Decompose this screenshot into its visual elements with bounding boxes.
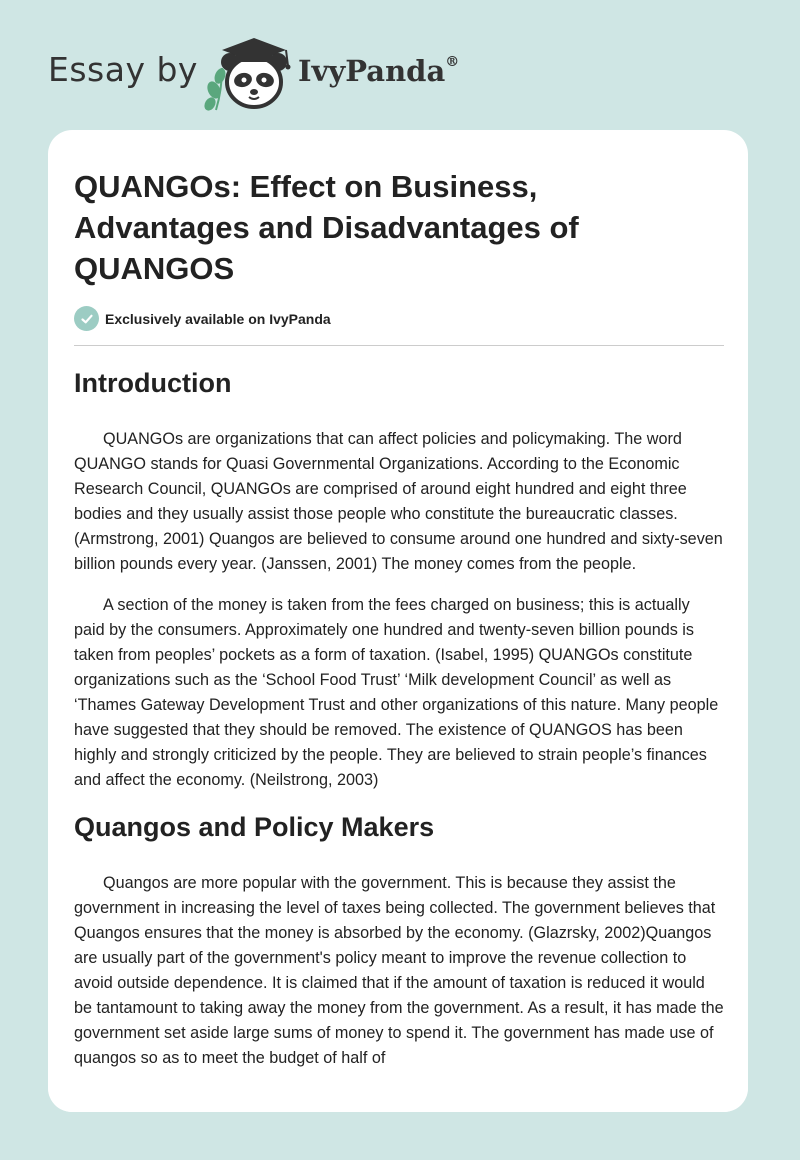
- divider: [74, 345, 724, 346]
- section-heading-policy-makers: Quangos and Policy Makers: [74, 812, 435, 842]
- essay-by-label: Essay by: [48, 50, 198, 89]
- registered-mark: ®: [445, 54, 460, 71]
- article-card: [48, 130, 748, 1112]
- exclusive-badge: [74, 306, 331, 331]
- site-header: [48, 32, 508, 112]
- section-heading-introduction: Introduction: [74, 368, 232, 398]
- badge-label: Exclusively available on IvyPanda: [105, 310, 331, 327]
- paragraph: QUANGOs are organizations that can affect policies and policymaking. The word QUANGO stands for Quasi Governmental Organizations. According to the Economic Research Council, QUANGOs are comprised of around eight hundred and eight three bodies and they usually assist those people who constitute the bureaucratic classes. (Armstrong, 2001) Quangos are believed to consume around one hundred and sixty-seven billion pounds every year. (Janssen, 2001) The money comes from the people.: [74, 430, 723, 573]
- content-fade: [48, 1072, 748, 1112]
- page-title: QUANGOs: Effect on Business, Advantages and Disadvantages of QUANGOS: [74, 169, 579, 286]
- paragraph: Quangos are more popular with the government. This is because they assist the government in increasing the level of taxes being collected. The government believes that Quangos ensures that the money is absorbed by the economy. (Glazrsky, 2002)Quangos are usually part of the government's policy meant to improve the revenue collection to avoid outside dependence. It is claimed that if the amount of taxation is reduced it would be tantamount to taking away the money from the government. As a result, it has made the government set aside large sums of money to spend it. The government has made use of quangos so as to meet the budget of half of: [74, 874, 724, 1067]
- brand-name: IvyPanda: [298, 54, 446, 88]
- brand-logo[interactable]: [298, 54, 459, 88]
- check-icon: [74, 306, 99, 331]
- panda-graduate-icon[interactable]: [200, 32, 298, 112]
- paragraph: A section of the money is taken from the fees charged on business; this is actually paid by the consumers. Approximately one hundred and twenty-seven billion pounds is taken from peoples’ pockets as a form of taxation. (Isabel, 1995) QUANGOs constitute organizations such as the ‘School Food Trust’ ‘Milk development Council’ as well as ‘Thames Gateway Development Trust and other organizations of this nature. Many people have suggested that they should be removed. The existence of QUANGOS has been highly and strongly criticized by the people. They are believed to strain people’s finances and affect the economy. (Neilstrong, 2003): [74, 596, 719, 789]
